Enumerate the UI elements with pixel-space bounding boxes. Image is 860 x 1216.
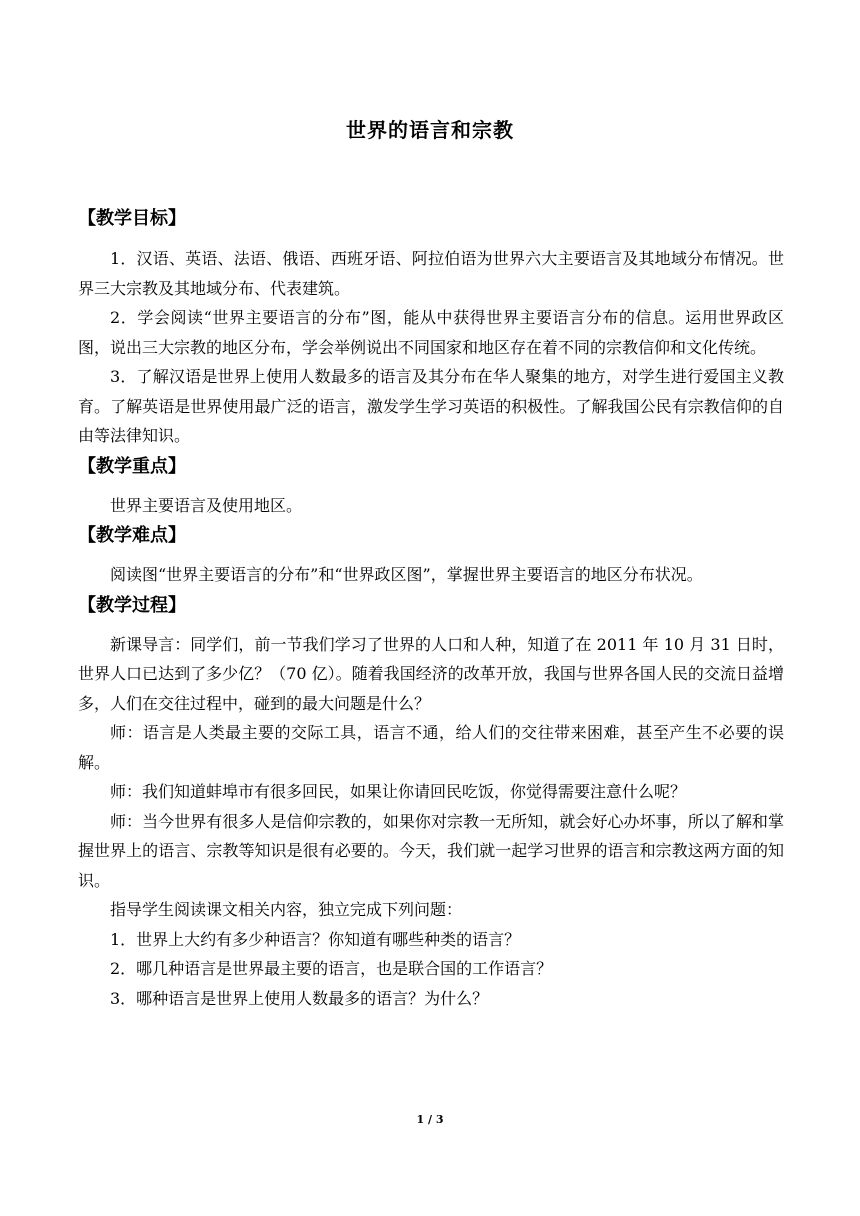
document-title: 世界的语言和宗教 xyxy=(346,118,514,142)
paragraph: 1．汉语、英语、法语、俄语、西班牙语、阿拉伯语为世界六大主要语言及其地域分布情况。世界三大宗教及其地域分布、代表建筑。 xyxy=(78,249,784,298)
paragraph: 阅读图“世界主要语言的分布”和“世界政区图”，掌握世界主要语言的地区分布状况。 xyxy=(110,565,703,584)
section-heading: 【教学过程】 xyxy=(78,594,186,616)
paragraph: 新课导言：同学们，前一节我们学习了世界的人口和人种，知道了在 2011 年 10 月 31 日时，世界人口已达到了多少亿？（70 亿）。随着我国经济的改革开放，我国与世界各国人民的交流日益增多，人们在交往过程中，碰到的最大问题是什么？ xyxy=(78,634,784,713)
list-item: 1．世界上大约有多少种语言？你知道有哪些种类的语言？ xyxy=(110,929,521,949)
paragraph: 师：当今世界有很多人是信仰宗教的，如果你对宗教一无所知，就会好心办坏事，所以了解和掌握世界上的语言、宗教等知识是很有必要的。今天，我们就一起学习世界的语言和宗教这两方面的知识。 xyxy=(78,811,784,890)
section-difficult-points xyxy=(78,520,784,590)
page-number: 1 / 3 xyxy=(416,1113,444,1126)
section-heading: 【教学难点】 xyxy=(78,525,186,546)
section-heading: 【教学重点】 xyxy=(78,455,186,477)
paragraph: 师：我们知道蚌埠市有很多回民，如果让你请回民吃饭，你觉得需要注意什么呢？ xyxy=(110,782,687,801)
paragraph: 师：语言是人类最主要的交际工具，语言不通，给人们的交往带来困难，甚至产生不必要的误解。 xyxy=(78,723,784,772)
paragraph: 3．了解汉语是世界上使用人数最多的语言及其分布在华人聚集的地方，对学生进行爱国主义教育。了解英语是世界使用最广泛的语言，激发学生学习英语的积极性。了解我国公民有宗教信仰的自由等法律知识。 xyxy=(78,367,784,445)
paragraph: 2．学会阅读“世界主要语言的分布”图，能从中获得世界主要语言分布的信息。运用世界政区图，说出三大宗教的地区分布，学会举例说出不同国家和地区存在着不同的宗教信仰和文化传统。 xyxy=(78,308,784,357)
paragraph: 指导学生阅读课文相关内容，独立完成下列问题： xyxy=(110,900,463,919)
paragraph: 世界主要语言及使用地区。 xyxy=(110,495,303,515)
section-key-points xyxy=(78,451,784,521)
document-body xyxy=(78,203,784,1013)
section-heading: 【教学目标】 xyxy=(78,208,186,229)
section-teaching-objectives xyxy=(78,203,784,451)
section-teaching-process xyxy=(78,590,784,1014)
list-item: 2．哪几种语言是世界最主要的语言，也是联合国的工作语言？ xyxy=(110,959,553,978)
list-item: 3．哪种语言是世界上使用人数最多的语言？为什么？ xyxy=(110,988,489,1008)
